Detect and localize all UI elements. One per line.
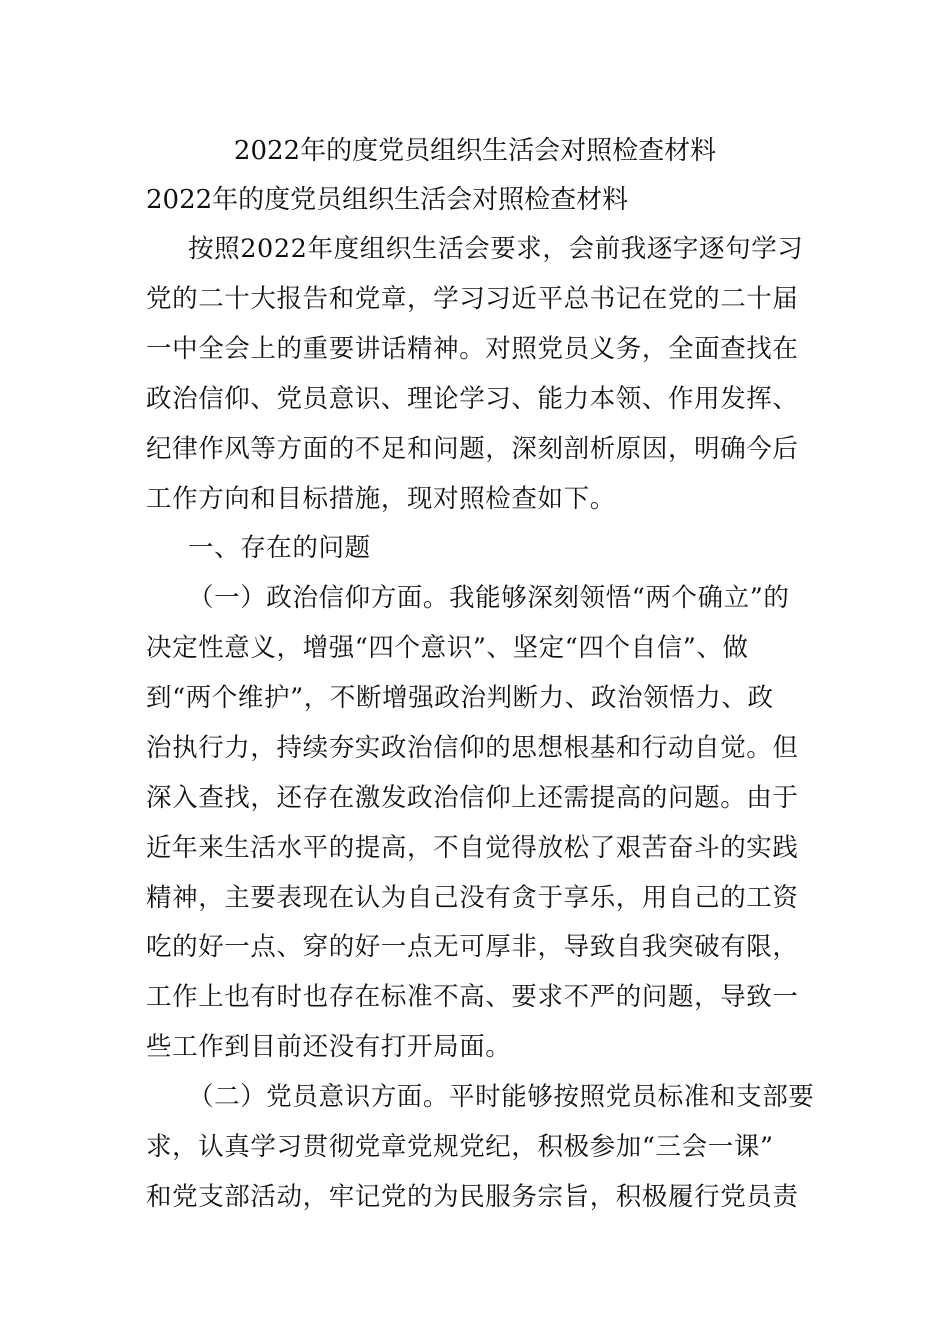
paragraph-line: 工作上也有时也存在标准不高、要求不严的问题，导致一 xyxy=(146,982,799,1012)
paragraph-line: 纪律作风等方面的不足和问题，深刻剖析原因，明确今后 xyxy=(146,434,799,464)
document-subtitle: 2022年的度党员组织生活会对照检查材料 xyxy=(146,185,629,215)
paragraph-line: 政治信仰、党员意识、理论学习、能力本领、作用发挥、 xyxy=(146,384,799,414)
paragraph-line: （二）党员意识方面。平时能够按照党员标准和支部要 xyxy=(188,1082,815,1112)
section-heading: 一、存在的问题 xyxy=(188,533,371,563)
paragraph-line: 按照2022年度组织生活会要求，会前我逐字逐句学习 xyxy=(188,234,804,264)
paragraph-line: 吃的好一点、穿的好一点无可厚非，导致自我突破有限， xyxy=(146,932,799,962)
paragraph-line: 求，认真学习贯彻党章党规党纪，积极参加“三会一课” xyxy=(146,1132,774,1162)
paragraph-line: 工作方向和目标措施，现对照检查如下。 xyxy=(146,484,616,514)
paragraph-line: 治执行力，持续夯实政治信仰的思想根基和行动自觉。但 xyxy=(146,733,799,763)
paragraph-line: 些工作到目前还没有打开局面。 xyxy=(146,1032,512,1062)
paragraph-line: （一）政治信仰方面。我能够深刻领悟“两个确立”的 xyxy=(188,583,790,613)
document-title: 2022年的度党员组织生活会对照检查材料 xyxy=(233,136,717,166)
paragraph-line: 精神，主要表现在认为自己没有贪于享乐，用自己的工资 xyxy=(146,883,799,913)
paragraph-line: 和党支部活动，牢记党的为民服务宗旨，积极履行党员责 xyxy=(146,1182,799,1212)
paragraph-line: 到“两个维护”，不断增强政治判断力、政治领悟力、政 xyxy=(146,683,774,713)
paragraph-line: 深入查找，还存在激发政治信仰上还需提高的问题。由于 xyxy=(146,783,799,813)
paragraph-line: 党的二十大报告和党章，学习习近平总书记在党的二十届 xyxy=(146,284,799,314)
paragraph-line: 近年来生活水平的提高，不自觉得放松了艰苦奋斗的实践 xyxy=(146,833,799,863)
paragraph-line: 决定性意义，增强“四个意识”、坚定“四个自信”、做 xyxy=(146,633,749,663)
paragraph-line: 一中全会上的重要讲话精神。对照党员义务，全面查找在 xyxy=(146,334,799,364)
